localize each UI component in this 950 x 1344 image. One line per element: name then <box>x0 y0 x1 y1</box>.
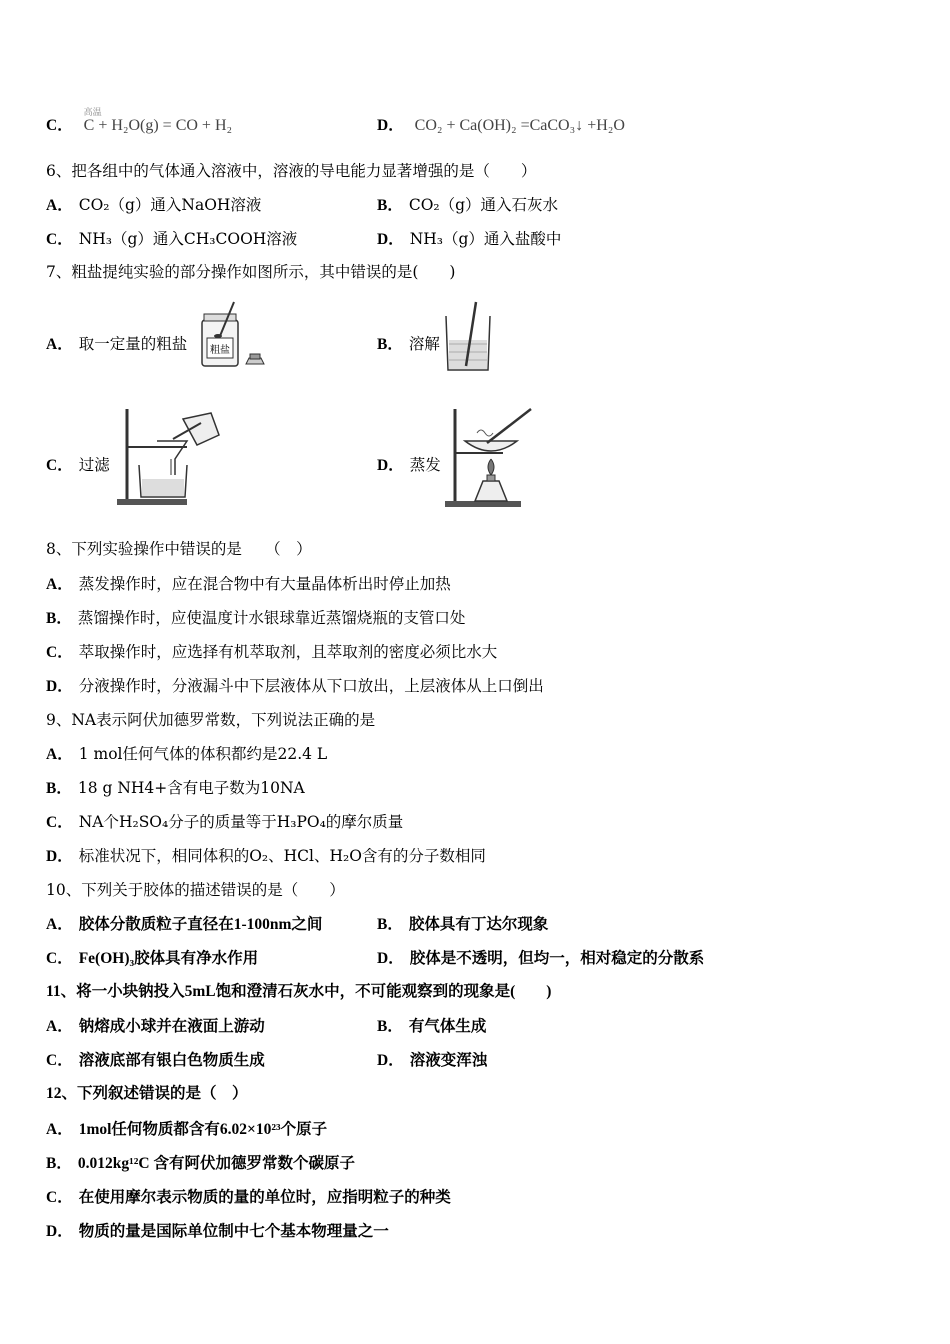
q6-option-c: C． NH₃（g）通入CH₃COOH溶液 <box>46 230 298 248</box>
q10-stem: 10、下列关于胶体的描述错误的是（ ） <box>46 881 345 899</box>
q8-option-a: A． 蒸发操作时，应在混合物中有大量晶体析出时停止加热 <box>46 575 451 593</box>
q10-option-d: D． 胶体是不透明，但均一，相对稳定的分散系 <box>377 950 705 967</box>
q7-stem: 7、粗盐提纯实验的部分操作如图所示，其中错误的是( ) <box>46 263 456 281</box>
q5-option-c <box>46 107 233 136</box>
option-label: C． <box>46 117 73 134</box>
q7-option-d: D． 蒸发 <box>377 456 441 474</box>
q8-option-d: D． 分液操作时，分液漏斗中下层液体从下口放出，上层液体从上口倒出 <box>46 677 544 695</box>
q12-option-d: D． 物质的量是国际单位制中七个基本物理量之一 <box>46 1223 389 1240</box>
q12-option-c: C． 在使用摩尔表示物质的量的单位时，应指明粒子的种类 <box>46 1189 451 1206</box>
equation: 高温 C + H₂O(g) = CO + H₂ <box>84 116 232 136</box>
q6-option-a: A． CO₂（g）通入NaOH溶液 <box>46 196 262 214</box>
q12-stem: 12、下列叙述错误的是（ ） <box>46 1085 248 1102</box>
q11-stem: 11、将一小块钠投入5mL饱和澄清石灰水中，不可能观察到的现象是( ) <box>46 983 552 1000</box>
q8-option-b: B． 蒸馏操作时，应使温度计水银球靠近蒸馏烧瓶的支管口处 <box>46 609 466 627</box>
dissolve-beaker-figure <box>442 300 494 374</box>
q9-option-d: D． 标准状况下，相同体积的O₂、HCl、H₂O含有的分子数相同 <box>46 847 486 865</box>
filtration-figure <box>115 405 220 507</box>
q6-option-d: D． NH₃（g）通入盐酸中 <box>377 230 562 248</box>
q7-option-b: B． 溶解 <box>377 335 440 353</box>
q11-option-c: C． 溶液底部有银白色物质生成 <box>46 1052 265 1069</box>
equation: CO₂ + Ca(OH)₂ =CaCO₃↓ +H₂O <box>414 117 625 134</box>
q12-option-b: B． 0.012kg¹²C 含有阿伏加德罗常数个碳原子 <box>46 1155 355 1172</box>
option-label: D． <box>377 117 404 134</box>
q7-option-a: A． 取一定量的粗盐 <box>46 335 188 353</box>
q5-option-d <box>377 115 625 136</box>
jar-label: 粗盐 <box>210 345 230 356</box>
q9-option-b: B． 18 g NH4+含有电子数为10NA <box>46 779 305 797</box>
q8-option-c: C． 萃取操作时，应选择有机萃取剂，且萃取剂的密度必须比水大 <box>46 643 498 661</box>
salt-jar-figure <box>198 300 270 372</box>
q6-option-b: B． CO₂（g）通入石灰水 <box>377 196 559 214</box>
q9-stem: 9、NA表示阿伏加德罗常数，下列说法正确的是 <box>46 711 376 729</box>
q8-stem: 8、下列实验操作中错误的是 （ ） <box>46 540 312 558</box>
reaction-condition: 高温 <box>83 107 102 117</box>
evaporation-figure <box>443 405 533 509</box>
q9-option-a: A． 1 mol任何气体的体积都约是22.4 L <box>46 745 328 763</box>
q10-option-b: B． 胶体具有丁达尔现象 <box>377 916 549 933</box>
q9-option-c: C． NA个H₂SO₄分子的质量等于H₃PO₄的摩尔质量 <box>46 813 404 831</box>
q7-option-c: C． 过滤 <box>46 456 110 474</box>
q10-option-c: C． Fe(OH)₃胶体具有净水作用 <box>46 950 259 967</box>
q6-stem: 6、把各组中的气体通入溶液中，溶液的导电能力显著增强的是（ ） <box>46 162 537 180</box>
q11-option-d: D． 溶液变浑浊 <box>377 1052 488 1069</box>
q12-option-a: A． 1mol任何物质都含有6.02×10²³个原子 <box>46 1121 328 1138</box>
q11-option-b: B． 有气体生成 <box>377 1018 487 1035</box>
q11-option-a: A． 钠熔成小球并在液面上游动 <box>46 1018 265 1035</box>
q10-option-a: A． 胶体分散质粒子直径在1-100nm之间 <box>46 916 323 933</box>
